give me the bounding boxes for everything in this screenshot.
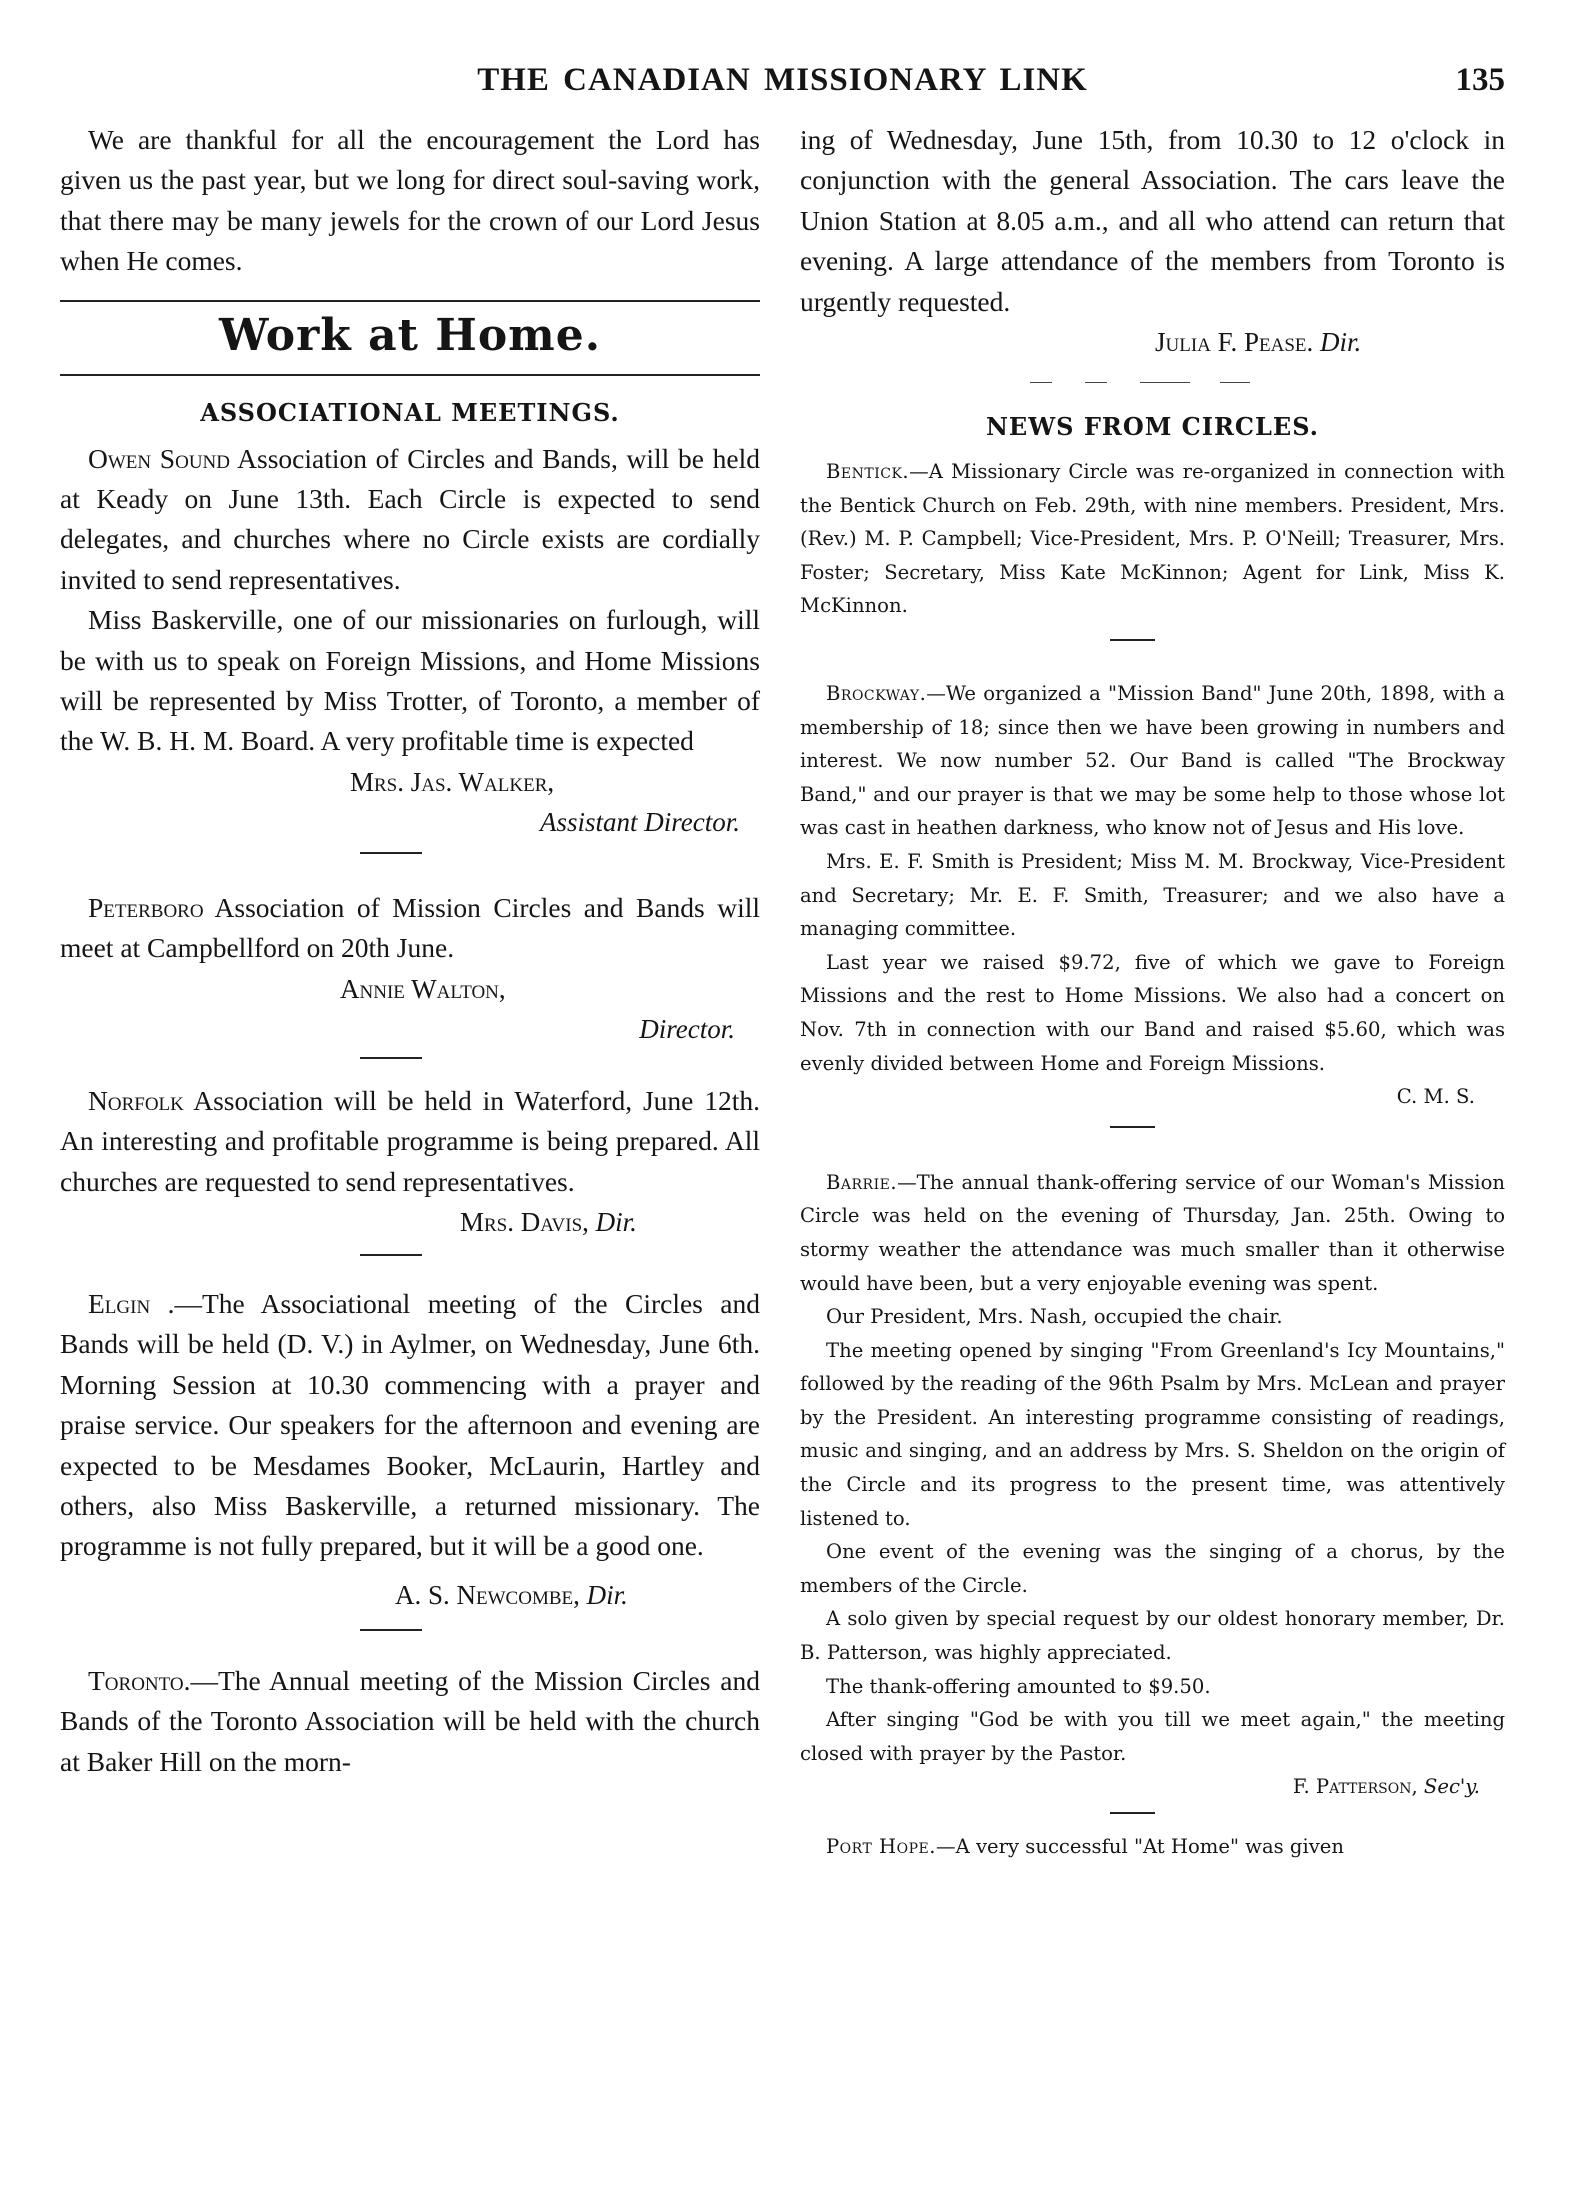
norfolk-name: Norfolk — [88, 1084, 184, 1116]
owen-sound-signature-title: Assistant Director. — [539, 806, 740, 837]
barrie-paragraph: Barrie.—The annual thank-offering service of our Woman's Mission Circle was held on the evening of Thursday, Jan. 25th. Owing to stormy weather the attendance was much smaller than it otherwise would have been, but a very enjoyable evening was spent. — [800, 1170, 1505, 1295]
barrie-paragraph-6: The thank-offering amounted to $9.50. — [826, 1674, 1211, 1698]
toronto-name: Toronto — [88, 1664, 184, 1696]
barrie-paragraph-3: The meeting opened by singing "From Greenland's Icy Mountains," followed by the reading of the 96th Psalm by Mrs. McLean and prayer by the President. An interesting programme consisting of readings, music and singing, and an address by Mrs. S. Sheldon on the origin of the Circle and its progress to the present time, was attentively listened to. — [800, 1338, 1505, 1530]
right-column — [800, 120, 1505, 1864]
barrie-name: Barrie. — [826, 1170, 898, 1194]
divider — [800, 376, 1505, 390]
left-column — [60, 120, 760, 1782]
port-hope-paragraph: Port Hope.—A very successful "At Home" was given — [826, 1835, 1345, 1858]
brockway-paragraph-2: Mrs. E. F. Smith is President; Miss M. M. Brockway, Vice-President and Secretary; Mr. E. F. Smith, Treasurer; and we also have a managing committee. — [800, 849, 1505, 941]
brockway-signature: C. M. S. — [1396, 1085, 1475, 1109]
journal-title: THE CANADIAN MISSIONARY LINK — [477, 62, 1088, 98]
news-heading: NEWS FROM CIRCLES. — [985, 412, 1320, 442]
barrie-paragraph-2: Our President, Mrs. Nash, occupied the chair. — [826, 1305, 1283, 1329]
port-hope-name: Port Hope. — [826, 1835, 936, 1858]
elgin-signature: A. S. Newcombe, Dir. — [395, 1579, 628, 1610]
peterboro-paragraph: Peterboro Association of Mission Circles and Bands will meet at Campbellford on 20th June. — [60, 891, 760, 964]
bentick-name: Bentick. — [826, 460, 910, 484]
page-number: 135 — [1455, 62, 1505, 98]
norfolk-paragraph: Norfolk Association will be held in Waterford, June 12th. An interesting and profitable programme is being prepared. All churches are requested to send representatives. — [60, 1084, 760, 1197]
barrie-paragraph-4: One event of the evening was the singing of a chorus, by the members of the Circle. — [800, 1540, 1505, 1597]
peterboro-signature: Annie Walton, — [340, 973, 506, 1004]
peterboro-signature-title: Director. — [639, 1013, 735, 1044]
barrie-signature: F. Patterson, Sec'y. — [1292, 1775, 1480, 1799]
barrie-paragraph-7: After singing "God be with you till we meet again," the meeting closed with prayer by the Pastor. — [800, 1708, 1505, 1765]
brockway-name: Brockway. — [826, 682, 927, 705]
owen-sound-text: Association of Circles and Bands, will be held at Keady on June 13th. Each Circle is expected to send delegates, and churches where no Circle exists are cordially invited to send representatives. — [60, 442, 760, 595]
owen-sound-paragraph — [60, 439, 760, 601]
intro-paragraph: We are thankful for all the encouragement the Lord has given us the past year, but we long for direct soul-saving work, that there may be many jewels for the crown of our Lord Jesus when He comes. — [60, 124, 760, 277]
barrie-paragraph-5: A solo given by special request by our oldest honorary member, Dr. B. Patterson, was highly appreciated. — [800, 1607, 1505, 1665]
page-header — [60, 62, 1505, 108]
section-rule-top — [60, 300, 760, 302]
section-title: Work at Home. — [218, 309, 602, 361]
peterboro-name: Peterboro — [88, 891, 204, 923]
elgin-name: Elgin — [88, 1287, 151, 1319]
toronto-paragraph: Toronto.—The Annual meeting of the Mission Circles and Bands of the Toronto Association will be held with the church at Baker Hill on the morn- — [60, 1664, 760, 1777]
brockway-paragraph: Brockway.—We organized a "Mission Band" June 20th, 1898, with a membership of 18; since then we have been growing in numbers and interest. We now number 52. Our Band is called "The Brockway Band," and our prayer is that we may be some help to those whose lot was cast in heathen darkness, who know not of Jesus and His love. — [800, 682, 1505, 840]
toronto-continuation: ing of Wednesday, June 15th, from 10.30 to 12 o'clock in conjunction with the general Association. The cars leave the Union Station at 8.05 a.m., and all who attend can return that evening. A large attendance of the members from Toronto is urgently requested. — [800, 124, 1505, 317]
owen-sound-paragraph-2: Miss Baskerville, one of our missionaries on furlough, will be with us to speak on Foreign Missions, and Home Missions will be represented by Miss Trotter, of Toronto, a member of the W. B. H. M. Board. A very profitable time is expected — [60, 604, 760, 757]
toronto-signature: Julia F. Pease. Dir. — [1155, 327, 1362, 358]
owen-sound-signature: Mrs. Jas. Walker, — [350, 766, 555, 797]
owen-sound-name: Owen Sound — [88, 442, 230, 474]
elgin-paragraph: Elgin .—The Associational meeting of the Circles and Bands will be held (D. V.) in Aylmer, on Wednesday, June 6th. Morning Session at 10.30 commencing with a prayer and praise service. Our speakers for the afternoon and evening are expected to be Mesdames Booker, McLaurin, Hartley and others, also Miss Baskerville, a returned missionary. The programme is not fully prepared, but it will be a good one. — [60, 1287, 760, 1562]
norfolk-signature: Mrs. Davis, Dir. — [460, 1206, 637, 1237]
associational-heading: ASSOCIATIONAL MEETINGS. — [200, 397, 620, 427]
brockway-paragraph-3: Last year we raised $9.72, five of which we gave to Foreign Missions and the rest to Home Missions. We also had a concert on Nov. 7th in connection with our Band and raised $5.60, which was evenly divided between Home and Foreign Missions. — [800, 950, 1505, 1075]
bentick-paragraph: Bentick.—A Missionary Circle was re-organized in connection with the Bentick Church on Feb. 29th, with nine members. President, Mrs. (Rev.) M. P. Campbell; Vice-President, Mrs. P. O'Neill; Treasurer, Mrs. Foster; Secretary, Miss Kate McKinnon; Agent for Link, Miss K. McKinnon. — [800, 460, 1505, 618]
